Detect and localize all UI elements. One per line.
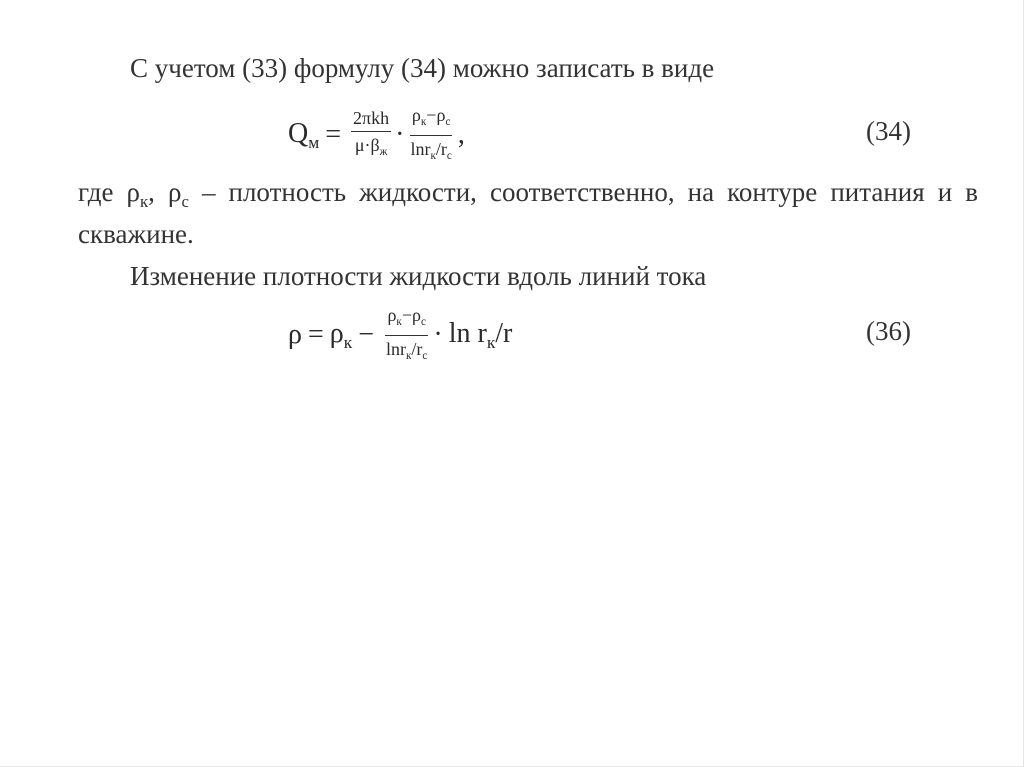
eq34-lhs: $Q_м$ [288,117,320,152]
paragraph-intro [130,52,714,85]
eq36-rho-k: $\rho_к$ [329,317,353,352]
equation-number-36: (36) [866,316,911,346]
eq34-comma: , [457,119,465,151]
eq36-equals: = [307,319,324,351]
eq34-dot: · [395,119,405,151]
intro-text: С учетом (33) формулу (34) можно записать в виде [130,53,715,83]
eq36-fraction [384,304,429,367]
eq36-fraction-numerator: $\rho_к-\rho_с$ [385,304,428,336]
eq34-fraction-1 [351,107,391,163]
formula-36 [288,304,512,367]
eq34-fraction-2 [408,104,453,167]
paragraph-definition: где $\rho_к$, $\rho_с$ – плотность жидкости, соответственно, на контуре питания и в скважине. [78,177,978,249]
eq36-log-term: $\ln r_к/r$ [448,317,513,352]
eq34-fraction-1-denominator: $\mu\cdot\beta_ж$ [354,135,388,159]
density-change-text: Изменение плотности жидкости вдоль линий тока [130,261,707,291]
paragraph-density-change [130,260,706,293]
eq36-fraction-denominator: $\ln r_к/r_с$ [386,338,428,362]
eq34-fraction-2-denominator: $\ln r_к/r_с$ [410,138,452,162]
formula-34 [288,104,465,167]
eq36-dot: · [433,319,443,351]
eq34-equals: = [325,119,342,151]
eq36-minus: − [358,319,374,351]
eq34-fraction-2-numerator: $\rho_к-\rho_с$ [410,104,453,136]
eq36-lhs: ρ [288,319,302,351]
eq34-fraction-1-numerator: 2πkh [351,107,391,132]
equation-number-34: (34) [866,116,911,146]
